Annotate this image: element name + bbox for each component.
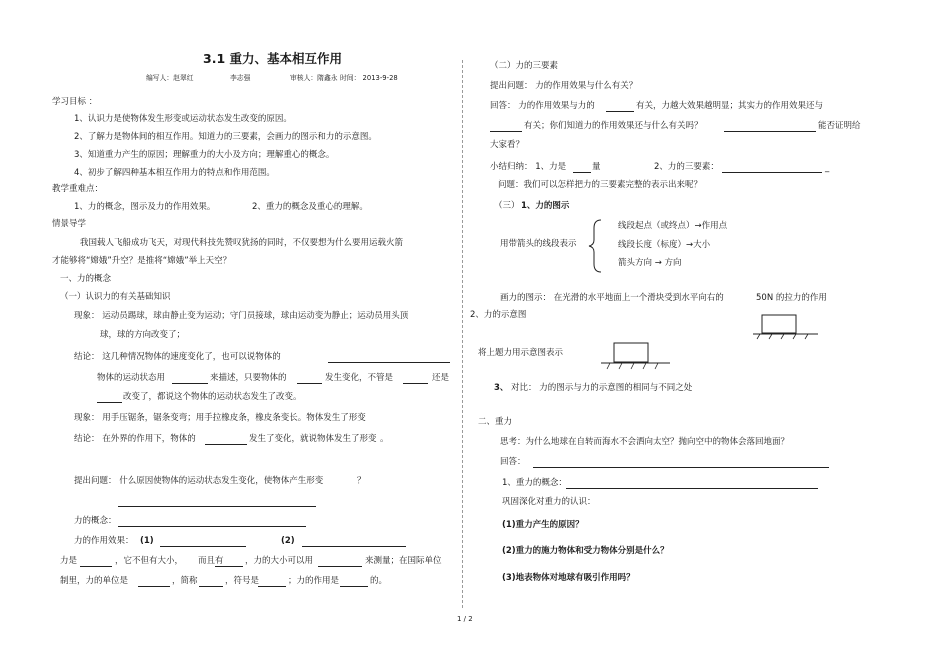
blank-line[interactable] xyxy=(722,172,822,173)
property-text: ；力的作用是 xyxy=(288,576,340,586)
blank-line[interactable] xyxy=(138,586,170,587)
property-text: 力是 xyxy=(60,556,78,566)
question-text: 提出问题： 什么原因使物体的运动状态发生变化，使物体产生形变 xyxy=(74,476,324,486)
compare-text: 对比： 力的图示与力的示意图的相同与不同之处 xyxy=(511,383,693,393)
blank-line[interactable] xyxy=(118,526,306,527)
arrow-label: 用带箭头的线段表示 xyxy=(500,239,577,249)
section-heading: 一、力的概念 xyxy=(60,274,112,284)
blank-line[interactable] xyxy=(297,383,322,384)
blank-line[interactable] xyxy=(724,131,816,132)
blank-line[interactable] xyxy=(172,383,208,384)
force-effect-label: 力的作用效果： xyxy=(74,536,134,546)
phenomenon-text: 球，球的方向改变了； xyxy=(100,330,186,340)
scenario-heading: 情景导学 xyxy=(52,219,87,229)
drawing-task: 50N 的拉力的作用 xyxy=(756,293,827,303)
keypoint-item: 2、重力的概念及重心的理解。 xyxy=(252,202,368,212)
keypoint-item: 1、力的概念，图示及力的作用效果。 xyxy=(74,202,216,212)
blank-line[interactable] xyxy=(258,586,286,587)
conclusion-text: 。 xyxy=(380,434,389,444)
conclusion-text: 结论： 这几种情况物体的速度变化了，也可以说物体的 xyxy=(74,352,281,362)
scenario-text: 才能够将“嫦娥”升空？是推将“嫦娥”举上天空？ xyxy=(52,256,232,266)
brace-item: 箭头方向 → 方向 xyxy=(618,258,682,268)
property-text: 的。 xyxy=(370,576,388,586)
property-text: 制里，力的单位是 xyxy=(60,576,129,586)
blank-line[interactable] xyxy=(573,172,591,173)
block-on-ground-diagram xyxy=(752,314,820,344)
blank-line[interactable] xyxy=(340,586,368,587)
curly-brace-icon xyxy=(588,218,604,274)
conclusion-text: 还是 xyxy=(432,373,450,383)
blank-line[interactable] xyxy=(318,566,362,567)
blank-line[interactable] xyxy=(533,467,829,468)
blank-line[interactable] xyxy=(403,383,428,384)
objective-item: 4、初步了解四种基本相互作用力的特点和作用范围。 xyxy=(74,168,275,178)
think-text: 思考：为什么地球在自转而海水不会洒向太空？抛向空中的物体会落回地面？ xyxy=(500,437,790,447)
page-title: 3.1 重力、基本相互作用 xyxy=(203,51,342,66)
property-text: ，它不但有大小， xyxy=(115,556,184,566)
property-text: ，力的大小可以用 xyxy=(245,556,314,566)
deepen-text: 巩固深化对重力的认识： xyxy=(502,497,596,507)
subsection-heading: 2、力的示意图 xyxy=(470,310,527,320)
blank-line[interactable] xyxy=(199,586,223,587)
blank-line[interactable] xyxy=(205,444,247,445)
subsection-heading: （二）力的三要素 xyxy=(490,61,559,71)
objectives-heading: 学习目标 ： xyxy=(52,97,98,107)
effect-number: (2) xyxy=(281,536,295,546)
gravity-question: (3)地表物体对地球有吸引作用吗？ xyxy=(502,573,635,583)
scenario-text: 我国载人飞船成功飞天，对现代科技先赞叹犹扬的同时，不仅要想为什么要用运载火箭 xyxy=(80,238,404,248)
schematic-desc: 将上题力用示意图表示 xyxy=(478,348,564,358)
answer-text: 能否证明给 xyxy=(818,121,861,131)
compare-number: 3、 xyxy=(494,383,509,393)
conclusion-text: 来描述，只要物体的 xyxy=(210,373,287,383)
effect-number: (1) xyxy=(140,536,154,546)
objective-item: 3、知道重力产生的原因；理解重力的大小及方向；理解重心的概念。 xyxy=(74,150,335,160)
blank-line[interactable] xyxy=(490,131,522,132)
drawing-task: 画力的图示： 在光滑的水平地面上一个滑块受到水平向右的 xyxy=(500,293,724,303)
phenomenon-text: 现象： 运动员踢球，球由静止变为运动；守门员接球，球由运动变为静止；运动员用头顶 xyxy=(74,311,409,321)
property-text: ，简称 xyxy=(172,576,198,586)
column-divider xyxy=(462,60,463,608)
objective-item: 2、了解力是物体间的相互作用。知道力的三要素，会画力的图示和力的示意图。 xyxy=(74,132,377,142)
summary-text: _ xyxy=(825,163,830,173)
gravity-question: (2)重力的施力物体和受力物体分别是什么？ xyxy=(502,546,669,556)
blank-line[interactable] xyxy=(566,488,818,489)
block-on-ground-diagram xyxy=(600,342,672,374)
property-text: 来测量；在国际单位 xyxy=(365,556,442,566)
reply-label: 回答： xyxy=(500,457,526,467)
brace-item: 线段起点（或终点）→作用点 xyxy=(618,221,728,231)
objective-item: 1、认识力是使物体发生形变或运动状态发生改变的原因。 xyxy=(74,114,292,124)
property-text: ，符号是 xyxy=(225,576,260,586)
blank-line[interactable] xyxy=(606,111,634,112)
property-text: 而且有 xyxy=(198,556,224,566)
gravity-question: (1)重力产生的原因？ xyxy=(502,520,584,530)
blank-line[interactable] xyxy=(160,546,246,547)
coauthor: 李志强 xyxy=(230,74,251,82)
summary-text: 2、力的三要素： xyxy=(654,162,719,172)
blank-line[interactable] xyxy=(215,566,243,567)
summary-text: 量 xyxy=(592,162,601,172)
reviewer: 审核人：隋鑫永 xyxy=(290,74,338,82)
subsection-heading: （一）认识力的有关基础知识 xyxy=(60,292,171,302)
question-mark: ？ xyxy=(357,476,366,486)
conclusion-text: 改变了，都说这个物体的运动状态发生了改变。 xyxy=(123,392,302,402)
phenomenon-text: 现象： 用手压锯条，锯条变弯；用手拉橡皮条，橡皮条变长。物体发生了形变 xyxy=(74,413,366,423)
blank-line[interactable] xyxy=(80,566,112,567)
author: 编写人：赵翠红 xyxy=(146,74,194,82)
gravity-concept-label: 1、重力的概念： xyxy=(502,478,567,488)
force-concept-label: 力的概念： xyxy=(74,516,117,526)
answer-text: 回答： 力的作用效果与力的 xyxy=(490,101,595,111)
blank-line[interactable] xyxy=(97,402,122,403)
answer-text: 有关，力越大效果越明显；其实力的作用效果还与 xyxy=(636,101,824,111)
blank-line[interactable] xyxy=(302,546,406,547)
conclusion-text: 发生了变化，就说物体发生了形变 xyxy=(249,434,377,444)
blank-line[interactable] xyxy=(118,506,316,507)
conclusion-text: 物体的运动状态用 xyxy=(97,373,166,383)
keypoints-heading: 教学重难点： xyxy=(52,184,104,194)
date: 时间： 2013-9-28 xyxy=(340,74,398,82)
brace-item: 线段长度（标度）→大小 xyxy=(618,240,711,250)
conclusion-text: 发生变化，不管是 xyxy=(325,373,394,383)
subsection-heading: （三） xyxy=(494,201,520,211)
answer-text: 大家看？ xyxy=(490,140,525,150)
page-number: 1 / 2 xyxy=(457,615,473,623)
answer-text: 有关；你们知道力的作用效果还与什么有关吗？ xyxy=(524,121,703,131)
conclusion-text: 结论： 在外界的作用下，物体的 xyxy=(74,434,196,444)
question-text: 问题：我们可以怎样把力的三要素完整的表示出来呢？ xyxy=(498,180,703,190)
blank-line[interactable] xyxy=(328,362,450,363)
subsection-heading: 1、力的图示 xyxy=(521,201,570,211)
summary-text: 小结归纳： 1、力是 xyxy=(490,162,567,172)
section-heading: 二、重力 xyxy=(478,417,513,427)
question-text: 提出问题： 力的作用效果与什么有关？ xyxy=(490,81,638,91)
